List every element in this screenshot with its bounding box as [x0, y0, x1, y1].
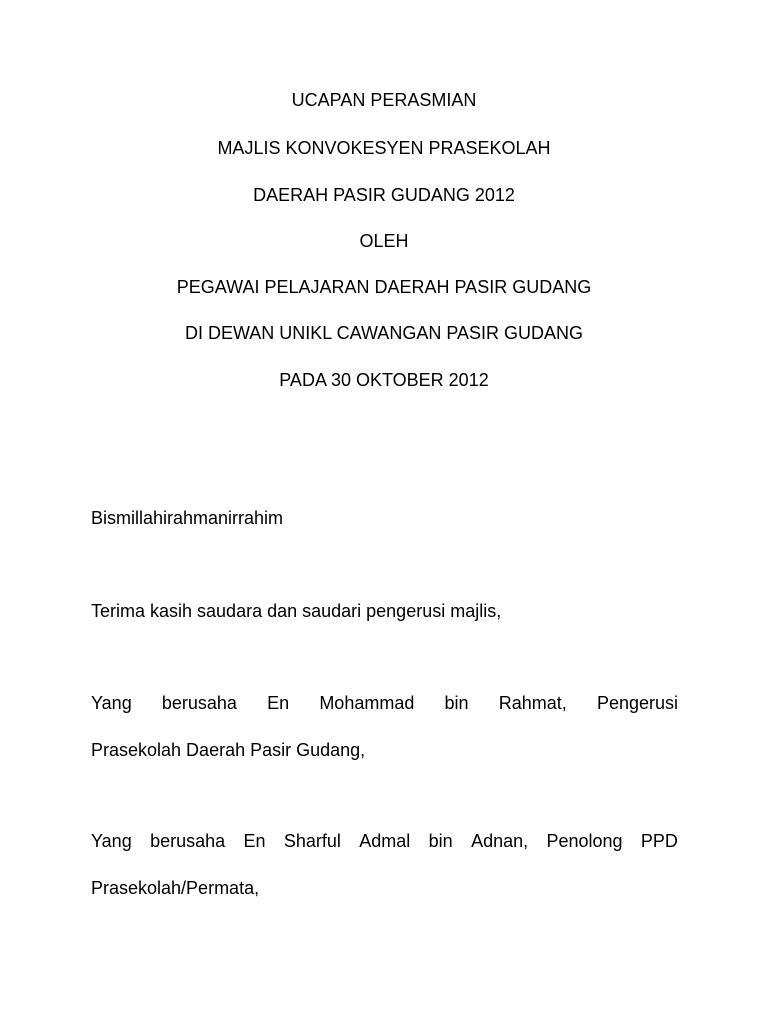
salutation-1-line-2: Prasekolah Daerah Pasir Gudang,	[91, 740, 366, 760]
title-line-2: MAJLIS KONVOKESYEN PRASEKOLAH	[217, 138, 551, 158]
title-line-7: PADA 30 OKTOBER 2012	[279, 370, 489, 390]
word: Pengerusi	[596, 693, 678, 713]
title-line-4: OLEH	[359, 231, 409, 251]
word: bin	[444, 693, 469, 713]
word: Yang	[91, 831, 132, 851]
title-line-1: UCAPAN PERASMIAN	[291, 90, 477, 110]
word: Mohammad	[319, 693, 415, 713]
thanks-line: Terima kasih saudara dan saudari pengerusi majlis,	[91, 601, 502, 621]
word: Admal	[359, 831, 411, 851]
word: Penolong	[546, 831, 623, 851]
word: berusaha	[161, 693, 237, 713]
word: berusaha	[150, 831, 226, 851]
word: PPD	[640, 831, 678, 851]
word: Sharful	[283, 831, 341, 851]
word: En	[267, 693, 290, 713]
title-line-6: DI DEWAN UNIKL CAWANGAN PASIR GUDANG	[184, 323, 584, 343]
word: Rahmat,	[498, 693, 567, 713]
word: bin	[428, 831, 453, 851]
title-line-3: DAERAH PASIR GUDANG 2012	[253, 185, 515, 205]
opening-line: Bismillahirahmanirrahim	[91, 508, 284, 528]
salutation-2-line-2: Prasekolah/Permata,	[91, 878, 260, 898]
word: Adnan,	[471, 831, 529, 851]
salutation-2-line-1	[91, 830, 678, 852]
word: Yang	[91, 693, 132, 713]
word: En	[243, 831, 266, 851]
title-line-5: PEGAWAI PELAJARAN DAERAH PASIR GUDANG	[176, 277, 592, 297]
salutation-1-line-1	[91, 692, 678, 714]
